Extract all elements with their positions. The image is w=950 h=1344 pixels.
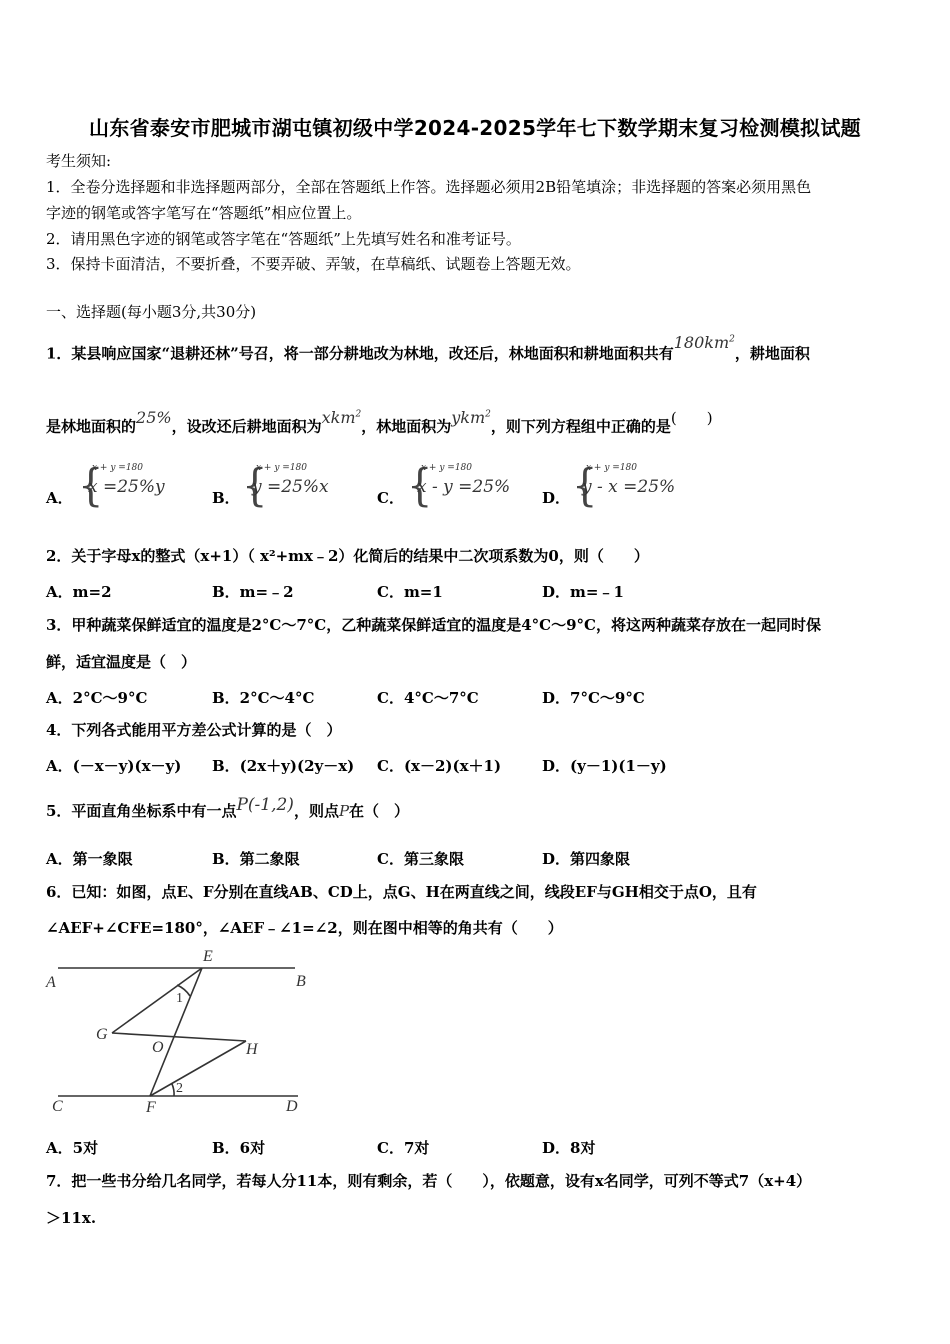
option-a[interactable]: A．2°C～9°C xyxy=(46,689,148,707)
q1-math-x: xkm$^2$ xyxy=(321,408,362,428)
q1-text: ，林地面积为 xyxy=(361,417,452,436)
label-d: D xyxy=(286,1098,298,1115)
segment-gh xyxy=(112,1033,246,1041)
q1-math-y: ykm$^2$ xyxy=(451,408,491,428)
q1-text: ，设改还后耕地面积为 xyxy=(171,417,322,436)
q5-text: ，则点 xyxy=(293,802,339,820)
q3-options xyxy=(46,687,906,707)
question-5 xyxy=(46,795,410,821)
option-b[interactable]: B．6对 xyxy=(212,1139,266,1157)
option-d[interactable] xyxy=(542,460,676,512)
question-7-line-2: ＞11x. xyxy=(46,1209,97,1227)
option-d[interactable]: D．8对 xyxy=(542,1139,596,1157)
option-c[interactable]: C．(x－2)(x＋1) xyxy=(377,757,502,775)
notice-item: 3．保持卡面清洁，不要折叠，不要弄破、弄皱，在草稿纸、试题卷上答题无效。 xyxy=(46,255,581,273)
notice-heading: 考生须知: xyxy=(46,152,112,170)
segment-hf xyxy=(150,1041,246,1096)
option-label: A． xyxy=(46,489,73,507)
q1-text: 是林地面积的 xyxy=(46,417,137,436)
label-b: B xyxy=(296,973,306,990)
notice-item: 1．全卷分选择题和非选择题两部分，全部在答题纸上作答。选择题必须用2B铅笔填涂；非选择题的答案必须用黑色 xyxy=(46,178,812,196)
section-heading: 一、选择题(每小题3分,共30分) xyxy=(46,303,257,321)
option-d[interactable]: D．第四象限 xyxy=(542,850,631,868)
geometry-figure xyxy=(40,944,320,1119)
q2-options xyxy=(46,581,906,601)
question-2: 2．关于字母x的整式（x+1）（ x²+mx﹣2）化简后的结果中二次项系数为0，则（ ） xyxy=(46,547,649,565)
notice-item: 字迹的钢笔或答字笔写在“答题纸”相应位置上。 xyxy=(46,204,362,222)
notice-item: 2．请用黑色字迹的钢笔或答字笔在“答题纸”上先填写姓名和准考证号。 xyxy=(46,230,521,248)
equation-system: { x + y =180 y - x =25% xyxy=(572,460,676,512)
label-f: F xyxy=(146,1099,156,1116)
label-g: G xyxy=(96,1026,108,1043)
question-7-line-1: 7．把一些书分给几名同学，若每人分11本，则有剩余，若（ ），依题意，设有x名同学，可列不等式7（x+4） xyxy=(46,1172,812,1190)
q1-options xyxy=(46,460,906,512)
question-3-line-2: 鲜，适宜温度是（ ） xyxy=(46,653,197,671)
question-1-line-1 xyxy=(46,333,810,363)
option-b[interactable] xyxy=(212,460,329,512)
question-6-line-2: ∠AEF+∠CFE=180°，∠AEF﹣∠1=∠2，则在图中相等的角共有（ ） xyxy=(46,919,563,937)
option-label: C． xyxy=(377,489,404,507)
option-b[interactable]: B．(2x＋y)(2y－x) xyxy=(212,757,355,775)
option-b[interactable]: B．第二象限 xyxy=(212,850,300,868)
option-a[interactable]: A．(－x－y)(x－y) xyxy=(46,757,182,775)
question-6-line-1: 6．已知：如图，点E、F分别在直线AB、CD上，点G、H在两直线之间，线段EF与GH相交于点O，且有 xyxy=(46,883,757,901)
option-d[interactable]: D．(y－1)(1－y) xyxy=(542,757,667,775)
option-c[interactable]: C．m=1 xyxy=(377,583,443,601)
label-angle-1: 1 xyxy=(176,991,183,1006)
q1-math-percent: 25% xyxy=(136,408,172,428)
equation-system: { x + y =180 x =25%y xyxy=(78,460,165,512)
option-c[interactable]: C．第三象限 xyxy=(377,850,464,868)
label-o: O xyxy=(152,1039,164,1056)
label-a: A xyxy=(46,974,56,991)
question-3-line-1: 3．甲种蔬菜保鲜适宜的温度是2°C～7°C，乙种蔬菜保鲜适宜的温度是4°C～9°C，将这两种蔬菜存放在一起同时保 xyxy=(46,616,821,634)
question-4: 4．下列各式能用平方差公式计算的是（ ） xyxy=(46,721,342,739)
q5-text: 5．平面直角坐标系中有一点 xyxy=(46,802,237,820)
q1-math-total: $180km^2$ xyxy=(673,333,735,353)
option-label: D． xyxy=(542,489,571,507)
label-h: H xyxy=(246,1041,258,1058)
q1-text: ，耕地面积 xyxy=(734,344,810,363)
option-d[interactable]: D．m=﹣1 xyxy=(542,583,624,601)
page-title: 山东省泰安市肥城市湖屯镇初级中学2024-2025学年七下数学期末复习检测模拟试题 xyxy=(89,116,861,140)
label-c: C xyxy=(52,1098,63,1115)
q5-options xyxy=(46,848,906,868)
option-a[interactable] xyxy=(46,460,165,512)
angle-2-arc xyxy=(172,1084,174,1096)
label-e: E xyxy=(203,948,213,965)
option-c[interactable]: C．7对 xyxy=(377,1139,430,1157)
option-label: B． xyxy=(212,489,240,507)
equation-system: { x + y =180 y =25%x xyxy=(242,460,329,512)
q4-options xyxy=(46,755,906,775)
q1-text: 1．某县响应国家“退耕还林”号召，将一部分耕地改为林地，改还后，林地面积和耕地面积共有 xyxy=(46,344,674,363)
q5-point-name: P xyxy=(338,802,350,820)
option-c[interactable]: C．4°C～7°C xyxy=(377,689,479,707)
q1-text: ，则下列方程组中正确的是 xyxy=(490,417,671,436)
option-d[interactable]: D．7°C～9°C xyxy=(542,689,645,707)
option-b[interactable]: B．2°C～4°C xyxy=(212,689,315,707)
option-a[interactable]: A．5对 xyxy=(46,1139,99,1157)
option-b[interactable]: B．m=﹣2 xyxy=(212,583,294,601)
q6-options xyxy=(46,1137,906,1157)
option-a[interactable]: A．第一象限 xyxy=(46,850,133,868)
option-a[interactable]: A．m=2 xyxy=(46,583,112,601)
q1-answer-paren: ( ) xyxy=(670,409,713,428)
label-angle-2: 2 xyxy=(176,1081,183,1096)
q5-text: 在（ ） xyxy=(349,802,410,820)
equation-system: { x + y =180 x - y =25% xyxy=(407,460,511,512)
question-1-line-2 xyxy=(46,408,713,436)
q5-point: P(-1,2) xyxy=(236,795,294,815)
option-c[interactable] xyxy=(377,460,511,512)
